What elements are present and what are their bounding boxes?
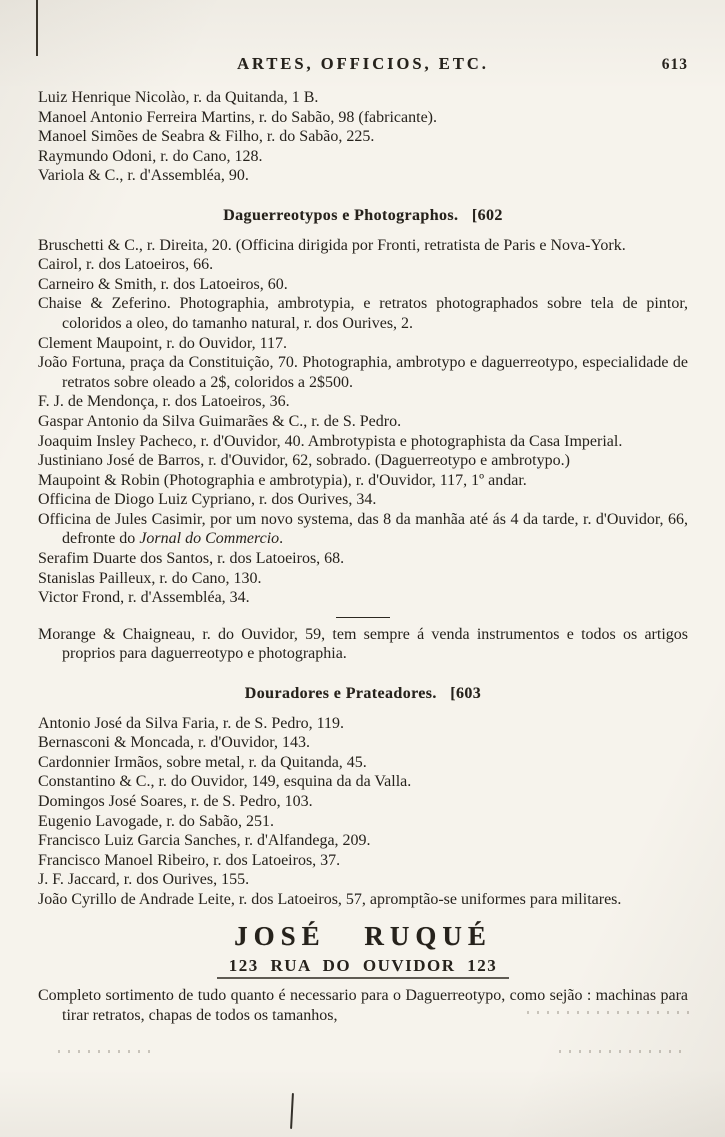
directory-entry: J. F. Jaccard, r. dos Ourives, 155. xyxy=(38,871,250,889)
section-heading-daguerreotypos xyxy=(38,206,688,226)
ad-address-row xyxy=(38,956,688,980)
page-number: 613 xyxy=(661,56,688,73)
ad-title: JOSÉ RUQUÉ xyxy=(234,920,492,951)
directory-entry: João Cyrillo de Andrade Leite, r. dos Latoeiros, 57, apromptão-se uniformes para militares. xyxy=(38,890,622,908)
directory-entry: Clement Maupoint, r. do Ouvidor, 117. xyxy=(38,334,287,352)
douradores-list xyxy=(38,714,688,910)
directory-entry: Morange & Chaigneau, r. do Ouvidor, 59, tem sempre á venda instrumentos e todos os artigos proprios para daguerreotypo e photographia. xyxy=(38,625,688,663)
scan-noise xyxy=(559,1050,689,1053)
directory-entry: Francisco Luiz Garcia Sanches, r. d'Alfandega, 209. xyxy=(38,832,371,850)
directory-entry: Stanislas Pailleux, r. do Cano, 130. xyxy=(38,569,262,587)
directory-entry: Cairol, r. dos Latoeiros, 66. xyxy=(38,256,214,274)
daguerreotypos-list xyxy=(38,236,688,608)
page-title: ARTES, OFFICIOS, ETC. xyxy=(237,54,489,73)
scan-artifact-line xyxy=(36,0,38,56)
scan-noise xyxy=(527,1011,697,1014)
italic-phrase: Jornal do Commercio xyxy=(139,530,280,548)
directory-entry: Bernasconi & Moncada, r. d'Ouvidor, 143. xyxy=(38,734,310,752)
directory-entry: Serafim Duarte dos Santos, r. dos Latoeiros, 68. xyxy=(38,550,345,568)
directory-entry: Eugenio Lavogade, r. do Sabão, 251. xyxy=(38,812,274,830)
directory-entry: Joaquim Insley Pacheco, r. d'Ouvidor, 40. Ambrotypista e photographista da Casa Imperial. xyxy=(38,432,623,450)
directory-entry: Officina de Diogo Luiz Cypriano, r. dos Ourives, 34. xyxy=(38,491,377,509)
directory-entry: Luiz Henrique Nicolào, r. da Quitanda, 1 B. xyxy=(38,89,319,106)
directory-entry: Manoel Simões de Seabra & Filho, r. do Sabão, 225. xyxy=(38,128,375,146)
directory-entry: Antonio José da Silva Faria, r. de S. Pedro, 119. xyxy=(38,714,345,732)
directory-entry: Completo sortimento de tudo quanto é necessario para o Daguerreotypo, como sejão : machinas para tirar retratos, chapas de todos os tamanhos, xyxy=(38,987,688,1024)
section-ref: [602 xyxy=(471,206,503,224)
directory-entry: Manoel Antonio Ferreira Martins, r. do Sabão, 98 (fabricante). xyxy=(38,108,437,126)
section-heading-text: Douradores e Prateadores. xyxy=(244,685,437,703)
section-divider xyxy=(336,617,390,618)
scan-artifact-mark xyxy=(290,1093,294,1129)
page-header xyxy=(38,54,688,75)
section-heading-douradores xyxy=(38,684,688,704)
section-ref: [603 xyxy=(450,685,482,703)
directory-entry: Variola & C., r. d'Assembléa, 90. xyxy=(38,167,249,185)
directory-entry: Carneiro & Smith, r. dos Latoeiros, 60. xyxy=(38,275,288,293)
directory-entry: Domingos José Soares, r. de S. Pedro, 103. xyxy=(38,793,313,810)
directory-entry: Officina de Jules Casimir, por um novo systema, das 8 da manhãa até ás 4 da tarde, r. d'Ouvidor, 66, defronte do Jornal do Commercio. xyxy=(38,510,688,548)
ad-address: 123 RUA DO OUVIDOR 123 xyxy=(217,956,510,980)
directory-entry: Maupoint & Robin (Photographia e ambrotypia), r. d'Ouvidor, 117, 1º andar. xyxy=(38,471,527,489)
page-content xyxy=(38,54,688,1025)
section-heading-text: Daguerreotypos e Photographos. xyxy=(223,206,459,224)
scan-noise xyxy=(58,1050,153,1053)
directory-entry: Justiniano José de Barros, r. d'Ouvidor, 62, sobrado. (Daguerreotypo e ambrotypo.) xyxy=(38,452,570,470)
advertisement xyxy=(38,920,688,1026)
ad-body xyxy=(38,986,688,1025)
directory-entry: Constantino & C., r. do Ouvidor, 149, esquina da da Valla. xyxy=(38,773,412,791)
directory-entry: Bruschetti & C., r. Direita, 20. (Officina dirigida por Fronti, retratista de Paris e Nova-York. xyxy=(38,236,626,254)
directory-entry: Cardonnier Irmãos, sobre metal, r. da Quitanda, 45. xyxy=(38,753,367,771)
supplier-note xyxy=(38,625,688,664)
directory-entry: João Fortuna, praça da Constituição, 70. Photographia, ambrotypo e daguerreotypo, especialidade de retratos sobre oleado a 2$, coloridos a 2$500. xyxy=(38,354,688,391)
directory-entry: Raymundo Odoni, r. do Cano, 128. xyxy=(38,147,263,165)
intro-list xyxy=(38,88,688,186)
directory-entry: Victor Frond, r. d'Assembléa, 34. xyxy=(38,589,250,607)
directory-entry: Gaspar Antonio da Silva Guimarães & C., r. de S. Pedro. xyxy=(38,412,402,430)
directory-entry: Chaise & Zeferino. Photographia, ambrotypia, e retratos photographados sobre tela de pintor, coloridos a oleo, do tamanho natural, r. dos Ourives, 2. xyxy=(38,295,688,332)
directory-entry: F. J. de Mendonça, r. dos Latoeiros, 36. xyxy=(38,393,290,411)
directory-entry: Francisco Manoel Ribeiro, r. dos Latoeiros, 37. xyxy=(38,851,341,869)
